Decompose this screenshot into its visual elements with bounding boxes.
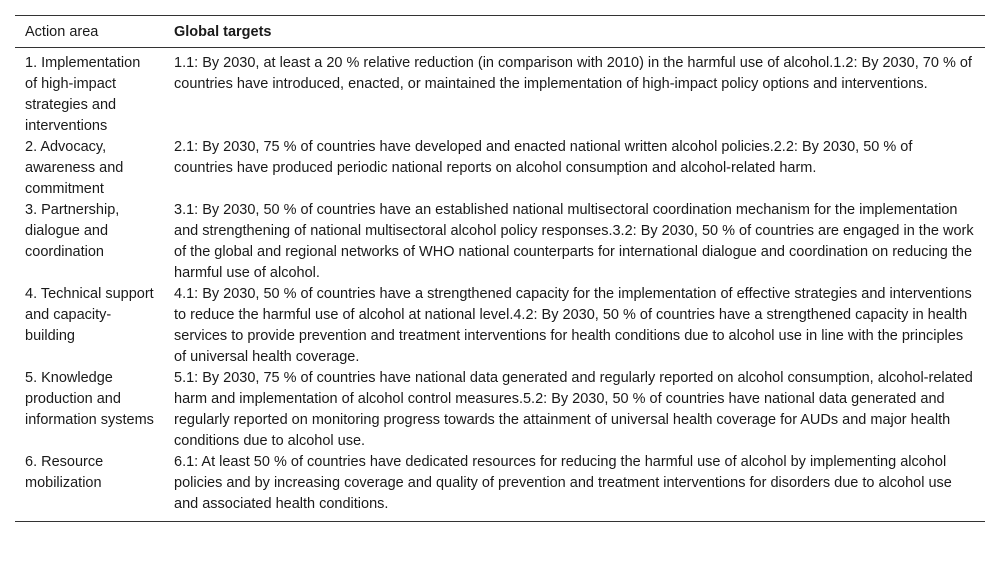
- global-targets-cell: 5.1: By 2030, 75 % of countries have national data generated and regularly reported on alcohol consumption, alcohol-related harm and implementation of alcohol control measures.5.2: By 2030, 50 % of countries have national data generated and regularly reported on monitoring progress towards the attainment of universal health coverage for AUDs and major health conditions due to alcohol use.: [174, 370, 973, 449]
- action-area-cell: 6. Resource mobilization: [25, 454, 104, 491]
- action-area-cell: 2. Advocacy, awareness and commitment: [25, 139, 124, 197]
- global-targets-cell: 1.1: By 2030, at least a 20 % relative reduction (in comparison with 2010) in the harmful use of alcohol.1.2: By 2030, 70 % of countries have introduced, enacted, or maintained the implementation of high-impact policy options and interventions.: [174, 55, 972, 92]
- table-row: [15, 284, 985, 368]
- action-area-cell: 5. Knowledge production and information systems: [25, 370, 154, 428]
- global-targets-table: [15, 15, 985, 522]
- action-area-cell: 1. Implementation of high-impact strategies and interventions: [25, 55, 141, 134]
- action-area-cell: 4. Technical support and capacity-building: [25, 286, 154, 344]
- global-targets-table-container: [15, 15, 985, 522]
- header-global-targets: Global targets: [174, 24, 272, 40]
- header-action-area: Action area: [25, 24, 99, 40]
- table-row: [15, 368, 985, 452]
- table-row: [15, 48, 985, 138]
- table-header-row: [15, 16, 985, 48]
- global-targets-cell: 6.1: At least 50 % of countries have dedicated resources for reducing the harmful use of alcohol by implementing alcohol policies and by increasing coverage and quality of prevention and treatment interventions for disorders due to alcohol use and associated health conditions.: [174, 454, 952, 512]
- global-targets-cell: 2.1: By 2030, 75 % of countries have developed and enacted national written alcohol policies.2.2: By 2030, 50 % of countries have produced periodic national reports on alcohol consumption and alcohol-related harm.: [174, 139, 913, 176]
- action-area-cell: 3. Partnership, dialogue and coordination: [25, 202, 120, 260]
- global-targets-cell: 3.1: By 2030, 50 % of countries have an established national multisectoral coordination mechanism for the implementation and strengthening of national multisectoral alcohol policy responses.3.2: By 2030, 50 % of countries are engaged in the work of the global and regional networks of WHO national counterparts for international dialogue and coordination on reducing the harmful use of alcohol.: [174, 202, 974, 281]
- table-row: [15, 200, 985, 284]
- table-row: [15, 137, 985, 200]
- table-row: [15, 452, 985, 522]
- global-targets-cell: 4.1: By 2030, 50 % of countries have a strengthened capacity for the implementation of effective strategies and interventions to reduce the harmful use of alcohol at national level.4.2: By 2030, 50 % of countries have a strengthened capacity in health services to provide prevention and treatment interventions for health conditions due to alcohol use in line with the principles of universal health coverage.: [174, 286, 972, 365]
